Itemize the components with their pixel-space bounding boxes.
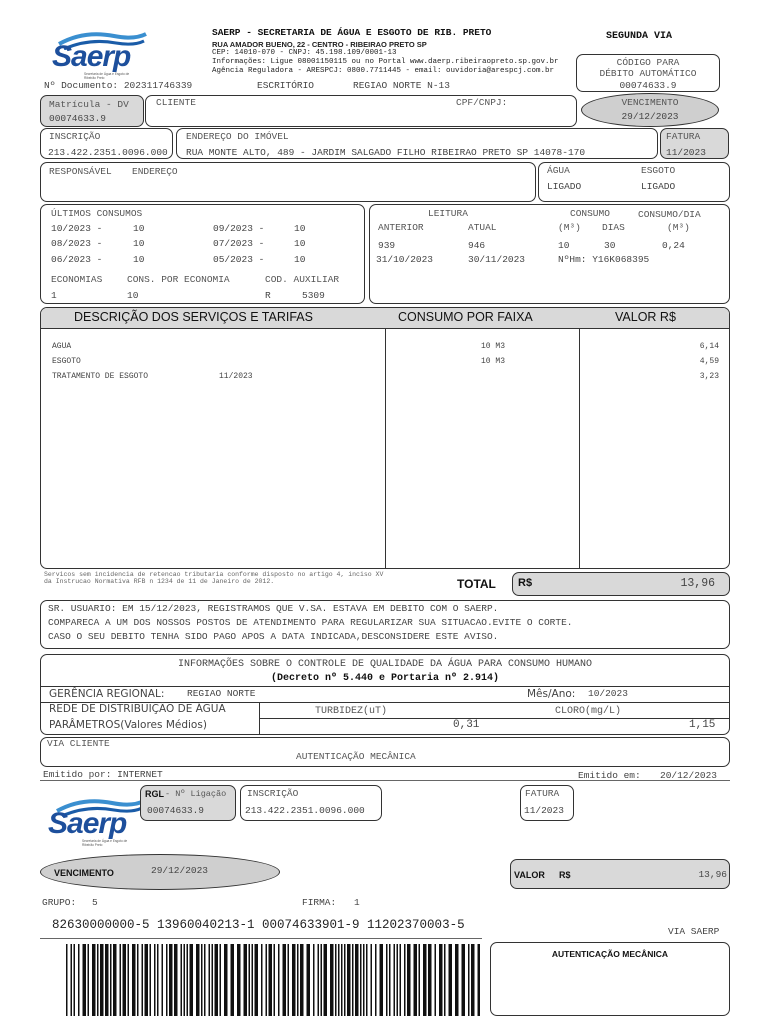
- consumo-row-1-month-b: 09/2023 -: [213, 223, 265, 234]
- saerp-logo: [44, 28, 144, 80]
- cloro-label: CLORO(mg/L): [555, 706, 622, 717]
- valor-canhoto-currency: R$: [559, 870, 571, 880]
- barcode-bar: [468, 944, 470, 1016]
- barcode-bar: [404, 944, 406, 1016]
- vencimento-canhoto-oval: [40, 854, 280, 890]
- qualidade-divider-4: [259, 718, 730, 719]
- agua-label: ÁGUA: [547, 165, 570, 176]
- inscricao-box: [40, 128, 173, 159]
- fatura-box: [660, 128, 729, 159]
- emitido-em-value: 20/12/2023: [660, 770, 718, 781]
- servico-1-valor: 6,14: [699, 342, 719, 351]
- leitura-box: [369, 204, 730, 304]
- turbidez-label: TURBIDEZ(uT): [315, 706, 388, 717]
- barcode-bar: [366, 944, 368, 1016]
- barcode-bar: [414, 944, 418, 1016]
- barcode-bar: [400, 944, 402, 1016]
- escritorio-label: ESCRITÓRIO: [257, 80, 315, 91]
- servico-2-desc: ESGOTO: [52, 357, 81, 366]
- barcode-bar: [174, 944, 178, 1016]
- logo-text-canhoto: Saerp: [48, 807, 127, 840]
- barcode-bar: [145, 944, 149, 1016]
- barcode-bar: [204, 944, 206, 1016]
- mensagem-line-1: SR. USUARIO: EM 15/12/2023, REGISTRAMOS QUE V.SA. ESTAVA EM DEBITO COM O SAERP.: [48, 603, 499, 614]
- barcode-bar: [88, 944, 90, 1016]
- emitido-em-label: Emitido em:: [578, 770, 641, 781]
- consumo-row-3-value-a: 10: [133, 254, 145, 265]
- barcode-bar: [120, 944, 122, 1016]
- barcode-bar: [215, 944, 219, 1016]
- cod-auxiliar-prefix: R: [265, 290, 271, 301]
- servicos-divider-1: [385, 328, 386, 569]
- servicos-col-valor: VALOR R$: [615, 310, 676, 324]
- barcode-bar: [157, 944, 159, 1016]
- mes-label: Mês/Ano:: [527, 688, 576, 700]
- company-agency: Agência Reguladora - ARESPCJ: 0800.7711445 - email: ouvidoria@arespcj.com.br: [212, 67, 555, 75]
- total-label: TOTAL: [457, 577, 496, 591]
- servico-2-consumo: 10 M3: [481, 357, 506, 366]
- servicos-nota-1: Servicos sem incidencia de retencao tributaria conforme disposto no artigo 4, inciso XV: [44, 571, 384, 578]
- barcode: [66, 944, 480, 1016]
- barcode-bar: [187, 944, 189, 1016]
- consumo-row-1-value-b: 10: [294, 223, 306, 234]
- barcode-bar: [397, 944, 399, 1016]
- consumo-row-1-month-a: 10/2023 -: [51, 223, 103, 234]
- barcode-bar: [190, 944, 194, 1016]
- servicos-table: [40, 307, 730, 569]
- barcode-bar: [444, 944, 446, 1016]
- logo-subtitle-canhoto: Secretaria de Água e Esgoto de Ribeirão Preto: [82, 839, 128, 847]
- parametros-label: PARÂMETROS(Valores Médios): [49, 719, 207, 731]
- servico-3-desc: TRATAMENTO DE ESGOTO: [52, 372, 149, 381]
- leitura-title: LEITURA: [428, 208, 468, 219]
- barcode-bar: [150, 944, 152, 1016]
- firma-value: 1: [354, 897, 360, 908]
- barcode-bar: [371, 944, 373, 1016]
- consumo-row-2-month-a: 08/2023 -: [51, 238, 103, 249]
- barcode-bar: [347, 944, 351, 1016]
- cloro-value: 1,15: [689, 719, 716, 731]
- barcode-bar: [318, 944, 320, 1016]
- barcode-bar: [386, 944, 388, 1016]
- cpf-label: CPF/CNPJ:: [456, 97, 508, 108]
- grupo-label: GRUPO:: [42, 897, 77, 908]
- barcode-bar: [335, 944, 337, 1016]
- servico-2-valor: 4,59: [699, 357, 719, 366]
- saerp-logo-canhoto: [42, 795, 142, 847]
- debito-label-2: DÉBITO AUTOMÁTICO: [599, 68, 697, 79]
- dias-value: 30: [604, 240, 616, 251]
- cliente-label: CLIENTE: [156, 97, 196, 108]
- consumos-box: [40, 204, 365, 304]
- barcode-bar: [92, 944, 96, 1016]
- barcode-bar: [113, 944, 117, 1016]
- barcode-bar: [201, 944, 203, 1016]
- barcode-bar: [407, 944, 411, 1016]
- barcode-bar: [128, 944, 130, 1016]
- barcode-bar: [471, 944, 475, 1016]
- data-atual-value: 30/11/2023: [468, 254, 526, 265]
- consumos-title: ÚLTIMOS CONSUMOS: [51, 208, 143, 219]
- economias-label: ECONOMIAS: [51, 274, 103, 285]
- matricula-value: 00074633.9: [49, 113, 107, 124]
- barcode-bar: [181, 944, 183, 1016]
- segunda-via-label: SEGUNDA VIA: [606, 31, 673, 42]
- hidrometro-value: NºHm: Y16K068395: [558, 254, 650, 265]
- consumo-row-3-month-b: 05/2023 -: [213, 254, 265, 265]
- mes-value: 10/2023: [588, 688, 628, 699]
- debito-value: 00074633.9: [619, 80, 677, 91]
- cod-auxiliar-value: 5309: [302, 290, 325, 301]
- documento-number: Nº Documento: 202311746339: [44, 80, 193, 91]
- logo-subtitle: Secretaria de Água e Esgoto de Ribeirão Preto: [84, 72, 130, 80]
- barcode-bar: [274, 944, 276, 1016]
- inscricao-canhoto-value: 213.422.2351.0096.000: [245, 805, 365, 816]
- vencimento-canhoto-value: 29/12/2023: [151, 865, 209, 876]
- barcode-bar: [338, 944, 340, 1016]
- cod-auxiliar-label: COD. AUXILIAR: [265, 274, 340, 285]
- fatura-canhoto-value: 11/2023: [524, 805, 564, 816]
- consumo-dia-unit: (M³): [667, 222, 690, 233]
- responsavel-box: [40, 162, 536, 202]
- barcode-bar: [380, 944, 384, 1016]
- barcode-bar: [455, 944, 459, 1016]
- firma-label: FIRMA:: [302, 897, 337, 908]
- via-cliente-autenticacao: AUTENTICAÇÃO MECÂNICA: [296, 751, 416, 762]
- ligacao-canhoto-label: - Nº Ligação: [165, 789, 227, 799]
- endereco-value: RUA MONTE ALTO, 489 - JARDIM SALGADO FILHO RIBEIRAO PRETO SP 14078-170: [186, 147, 586, 158]
- barcode-bar: [237, 944, 241, 1016]
- consumo-row-2-value-b: 10: [294, 238, 306, 249]
- cliente-box: [145, 95, 577, 127]
- barcode-bar: [307, 944, 311, 1016]
- ligacao-canhoto-value: 00074633.9: [147, 805, 205, 816]
- servico-1-consumo: 10 M3: [481, 342, 506, 351]
- barcode-bar: [344, 944, 346, 1016]
- barcode-bar: [252, 944, 254, 1016]
- barcode-bar: [292, 944, 296, 1016]
- barcode-bar: [255, 944, 259, 1016]
- responsavel-label: RESPONSÁVEL: [49, 166, 112, 177]
- barcode-bar: [261, 944, 263, 1016]
- barcode-bar: [360, 944, 362, 1016]
- barcode-bar: [100, 944, 104, 1016]
- gerencia-value: REGIAO NORTE: [187, 688, 256, 699]
- consumo-dia-value: 0,24: [662, 240, 685, 251]
- rede-label: REDE DE DISTRIBUIÇÃO DE ÁGUA: [49, 703, 226, 715]
- inscricao-canhoto-label: INSCRIÇÃO: [247, 788, 299, 799]
- barcode-bar: [352, 944, 354, 1016]
- barcode-bar: [341, 944, 343, 1016]
- economias-value: 1: [51, 290, 57, 301]
- servicos-col-consumo: CONSUMO POR FAIXA: [398, 310, 533, 324]
- barcode-bar: [439, 944, 443, 1016]
- barcode-bar: [394, 944, 396, 1016]
- data-anterior-value: 31/10/2023: [376, 254, 434, 265]
- regiao-label: REGIAO NORTE N-13: [353, 80, 450, 91]
- barcode-bar: [266, 944, 268, 1016]
- consumo-value: 10: [558, 240, 570, 251]
- barcode-top-line: [40, 938, 482, 939]
- total-value: 13,96: [680, 577, 715, 590]
- barcode-bar: [419, 944, 421, 1016]
- anterior-label: ANTERIOR: [378, 222, 424, 233]
- barcode-bar: [478, 944, 481, 1016]
- barcode-bar: [162, 944, 164, 1016]
- consumo-dia-label: CONSUMO/DIA: [638, 209, 701, 220]
- consumo-row-2-month-b: 07/2023 -: [213, 238, 265, 249]
- atual-label: ATUAL: [468, 222, 497, 233]
- barcode-bar: [97, 944, 99, 1016]
- via-cliente-label: VIA CLIENTE: [47, 738, 110, 749]
- vencimento-label: VENCIMENTO: [621, 97, 679, 108]
- turbidez-value: 0,31: [453, 719, 480, 731]
- cons-economia-value: 10: [127, 290, 139, 301]
- inscricao-value: 213.422.2351.0096.000: [48, 147, 168, 158]
- vencimento-value: 29/12/2023: [621, 111, 679, 122]
- emitido-por: Emitido por: INTERNET: [43, 769, 163, 780]
- barcode-bar: [313, 944, 315, 1016]
- servicos-divider-2: [579, 328, 580, 569]
- barcode-bar: [435, 944, 437, 1016]
- barcode-bar: [278, 944, 280, 1016]
- barcode-bar: [288, 944, 290, 1016]
- barcode-bar: [142, 944, 144, 1016]
- barcode-bar: [169, 944, 173, 1016]
- mensagem-line-3: CASO O SEU DEBITO TENHA SIDO PAGO APOS A DATA INDICADA,DESCONSIDERE ESTE AVISO.: [48, 631, 499, 642]
- barcode-bar: [137, 944, 139, 1016]
- barcode-bar: [244, 944, 248, 1016]
- fatura-label: FATURA: [666, 131, 701, 142]
- valor-canhoto-value: 13,96: [698, 869, 727, 880]
- barcode-bar: [423, 944, 427, 1016]
- inscricao-label: INSCRIÇÃO: [49, 131, 101, 142]
- barcode-bar: [123, 944, 127, 1016]
- gerencia-label: GERÊNCIA REGIONAL:: [49, 688, 165, 700]
- barcode-bar: [462, 944, 466, 1016]
- barcode-bar: [74, 944, 76, 1016]
- mensagem-box: [40, 600, 730, 649]
- vencimento-oval: [581, 93, 719, 127]
- qualidade-decreto: (Decreto nº 5.440 e Portaria nº 2.914): [270, 673, 500, 684]
- consumo-row-3-value-b: 10: [294, 254, 306, 265]
- servicos-col-descricao: DESCRIÇÃO DOS SERVIÇOS E TARIFAS: [74, 310, 313, 324]
- barcode-bar: [449, 944, 453, 1016]
- barcode-bar: [224, 944, 228, 1016]
- barcode-bar: [220, 944, 222, 1016]
- rgl-label: RGL: [145, 789, 164, 799]
- qualidade-box: [40, 654, 730, 735]
- barcode-bar: [324, 944, 328, 1016]
- barcode-bar: [83, 944, 87, 1016]
- barcode-bar: [71, 944, 73, 1016]
- autenticacao-canhoto-label: AUTENTICAÇÃO MECÂNICA: [551, 949, 669, 959]
- leitura-anterior-value: 939: [378, 240, 396, 251]
- matricula-box: [40, 95, 144, 127]
- servico-3-ref: 11/2023: [219, 372, 253, 381]
- barcode-bar: [154, 944, 156, 1016]
- debito-label-1: CÓDIGO PARA: [616, 57, 680, 68]
- barcode-bar: [78, 944, 80, 1016]
- servico-3-valor: 3,23: [699, 372, 719, 381]
- endereco-label: ENDEREÇO DO IMÓVEL: [186, 131, 289, 142]
- company-cep: CEP: 14010-070 - CNPJ: 45.198.109/0001-13: [212, 49, 397, 57]
- barcode-bar: [249, 944, 251, 1016]
- esgoto-label: ESGOTO: [641, 165, 676, 176]
- inscricao-canhoto-box: [240, 785, 382, 821]
- leitura-atual-value: 946: [468, 240, 486, 251]
- esgoto-status: LIGADO: [641, 181, 676, 192]
- barcode-bar: [297, 944, 299, 1016]
- agua-status: LIGADO: [547, 181, 582, 192]
- consumo-row-2-value-a: 10: [133, 238, 145, 249]
- barcode-bar: [184, 944, 186, 1016]
- ligacao-box: [538, 162, 730, 202]
- barcode-bar: [269, 944, 273, 1016]
- servicos-nota-2: da Instrucao Normativa RFB n 1234 de 11 de Janeiro de 2012.: [44, 578, 275, 585]
- barcode-bar: [209, 944, 211, 1016]
- dias-label: DIAS: [602, 222, 625, 233]
- qualidade-title: INFORMAÇÕES SOBRE O CONTROLE DE QUALIDADE DA ÁGUA PARA CONSUMO HUMANO: [177, 659, 593, 670]
- company-name: SAERP - SECRETARIA DE ÁGUA E ESGOTO DE RIB. PRETO: [212, 27, 492, 38]
- barcode-bars: [66, 944, 480, 1016]
- mensagem-line-2: COMPARECA A UM DOS NOSSOS POSTOS DE ATENDIMENTO PARA REGULARIZAR SUA SITUACAO.EVITE O CORTE.: [48, 617, 573, 628]
- consumo-label: CONSUMO: [570, 208, 610, 219]
- qualidade-divider-1: [41, 686, 729, 687]
- company-info: Informações: Ligue 08001150115 ou no Portal www.daerp.ribeiraopreto.sp.gov.br: [212, 58, 559, 66]
- valor-canhoto-label: VALOR: [514, 870, 545, 880]
- fatura-canhoto-box: [520, 785, 574, 821]
- responsavel-endereco-label: ENDEREÇO: [132, 166, 178, 177]
- cons-economia-label: CONS. POR ECONOMIA: [127, 274, 230, 285]
- logo-text: Saerp: [52, 40, 131, 73]
- barcode-bar: [196, 944, 200, 1016]
- grupo-value: 5: [92, 897, 98, 908]
- fatura-canhoto-label: FATURA: [525, 788, 560, 799]
- valor-canhoto-box: [510, 859, 730, 889]
- barcode-bar: [330, 944, 334, 1016]
- linha-digitavel: 82630000000-5 13960040213-1 00074633901-9 11202370003-5: [52, 918, 465, 932]
- barcode-bar: [66, 944, 68, 1016]
- debito-automatico-box: [576, 54, 720, 92]
- consumo-unit: (M³): [558, 222, 581, 233]
- ligacao-canhoto-box: [140, 785, 236, 821]
- via-saerp-label: VIA SAERP: [668, 926, 720, 937]
- servico-1-desc: AGUA: [52, 342, 72, 351]
- endereco-box: [176, 128, 658, 159]
- barcode-bar: [428, 944, 432, 1016]
- barcode-bar: [212, 944, 214, 1016]
- barcode-bar: [283, 944, 287, 1016]
- barcode-bar: [355, 944, 359, 1016]
- total-currency: R$: [518, 577, 533, 589]
- consumo-row-1-value-a: 10: [133, 223, 145, 234]
- barcode-bar: [375, 944, 377, 1016]
- barcode-bar: [300, 944, 304, 1016]
- vencimento-canhoto-label: VENCIMENTO: [54, 868, 114, 878]
- barcode-bar: [132, 944, 136, 1016]
- total-box: [512, 572, 730, 596]
- barcode-bar: [105, 944, 109, 1016]
- barcode-bar: [231, 944, 235, 1016]
- matricula-label: Matrícula - DV: [49, 99, 129, 110]
- fatura-value: 11/2023: [666, 147, 706, 158]
- barcode-bar: [166, 944, 168, 1016]
- cut-line: [40, 780, 730, 781]
- barcode-bar: [363, 944, 365, 1016]
- consumo-row-3-month-a: 06/2023 -: [51, 254, 103, 265]
- via-cliente-box: [40, 737, 730, 767]
- company-address: RUA AMADOR BUENO, 22 - CENTRO - RIBEIRAO PRETO SP: [212, 40, 427, 49]
- barcode-bar: [321, 944, 323, 1016]
- barcode-bar: [110, 944, 112, 1016]
- barcode-bar: [389, 944, 391, 1016]
- autenticacao-canhoto-box: [490, 942, 730, 1016]
